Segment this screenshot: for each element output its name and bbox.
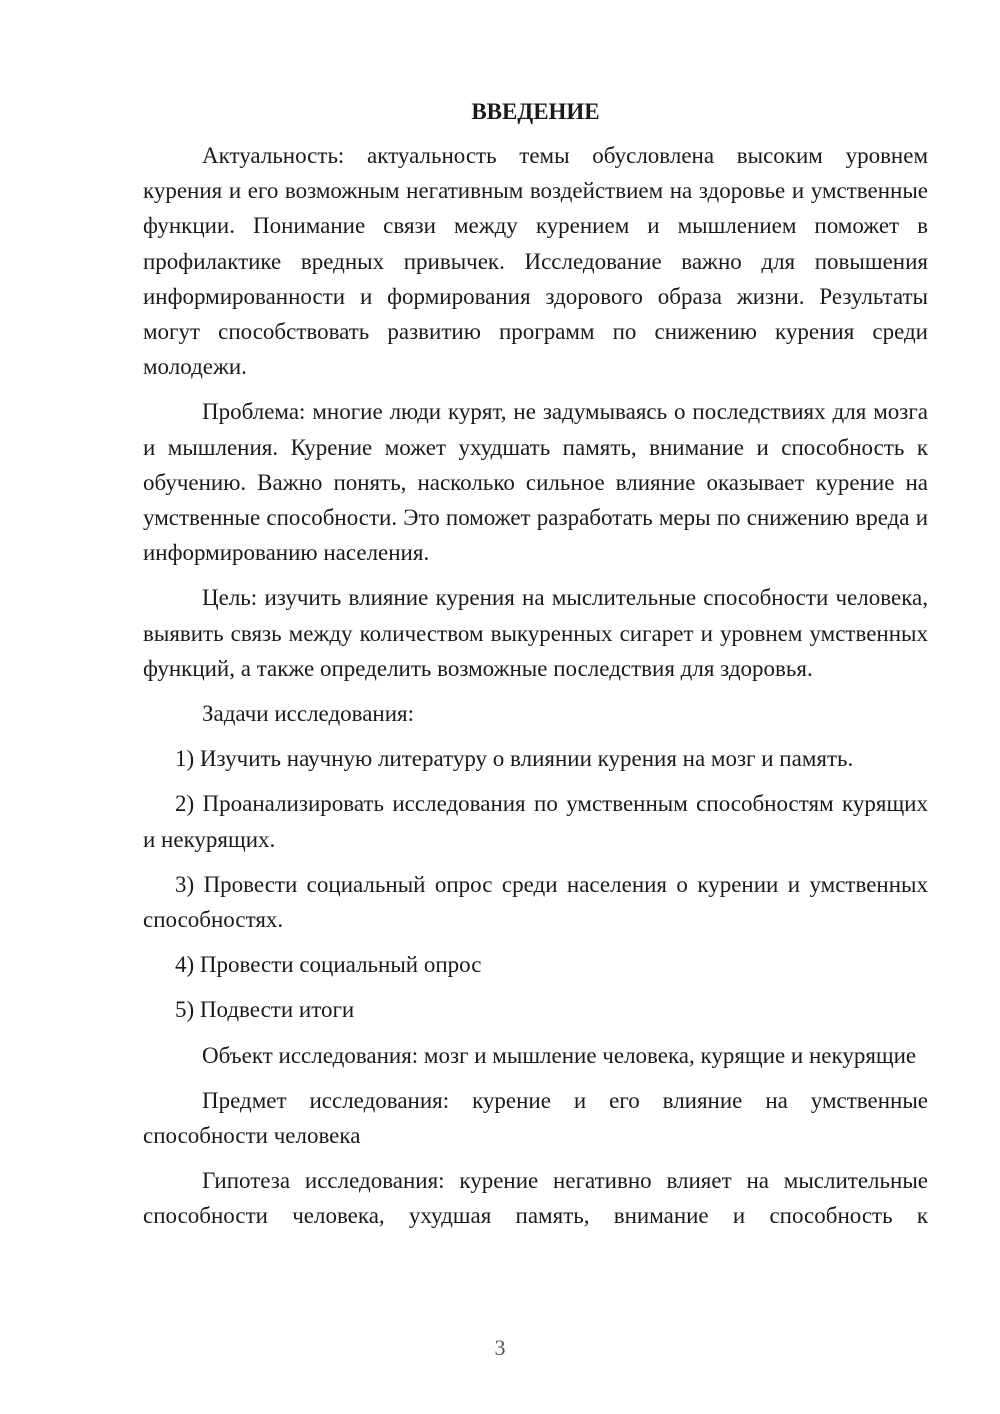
- task-item-1: 1) Изучить научную литературу о влиянии курения на мозг и память.: [175, 746, 854, 772]
- tasks-title: Задачи исследования:: [202, 701, 415, 727]
- task-item-4: 4) Провести социальный опрос: [175, 952, 482, 978]
- task-item-3: 3) Провести социальный опрос среди населения о курении и умственных способностях.: [143, 871, 928, 933]
- document-body: [143, 92, 928, 1234]
- problem-paragraph: Проблема: многие люди курят, не задумываясь о последствиях для мозга и мышления. Курение может ухудшать память, внимание и способность к обучению. Важно понять, насколько сильное влияние оказывает курение на умственные способности. Это поможет разработать меры по снижению вреда и информированию населения.: [143, 399, 928, 566]
- task-item-2: 2) Проанализировать исследования по умственным способностям курящих и некурящих.: [143, 791, 928, 852]
- page-number: 3: [494, 1335, 506, 1360]
- section-heading: ВВЕДЕНИЕ: [471, 99, 600, 124]
- object-paragraph: Объект исследования: мозг и мышление человека, курящие и некурящие: [202, 1042, 917, 1068]
- hypothesis-paragraph: Гипотеза исследования: курение негативно влияет на мыслительные способности человека, ухудшая память, внимание и способность к: [143, 1168, 928, 1229]
- subject-paragraph: Предмет исследования: курение и его влияние на умственные способности человека: [143, 1087, 928, 1149]
- relevance-paragraph: Актуальность: актуальность темы обусловлена высоким уровнем курения и его возможным негативным воздействием на здоровье и умственные функции. Понимание связи между курением и мышлением поможет в профилактике вредных привычек. Исследование важно для повышения информированности и формирования здорового образа жизни. Результаты могут способствовать развитию программ по снижению курения среди молодежи.: [143, 143, 928, 380]
- goal-paragraph: Цель: изучить влияние курения на мыслительные способности человека, выявить связь между количеством выкуренных сигарет и уровнем умственных функций, а также определить возможные последствия для здоровья.: [143, 585, 928, 681]
- task-item-5: 5) Подвести итоги: [175, 997, 355, 1023]
